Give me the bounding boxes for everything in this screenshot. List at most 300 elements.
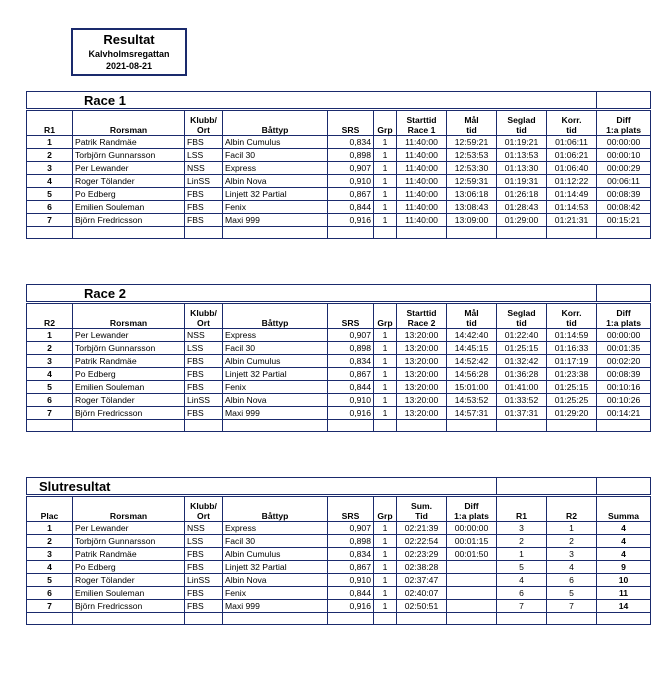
table-cell: 0,916	[328, 214, 374, 227]
empty-cell	[73, 420, 185, 432]
table-cell: 13:08:43	[447, 201, 497, 214]
table-cell: FBS	[185, 407, 223, 420]
table-cell: 0,907	[328, 162, 374, 175]
column-header: Rorsman	[73, 110, 185, 136]
table-row	[27, 381, 651, 394]
table-cell: FBS	[185, 587, 223, 600]
empty-row	[27, 613, 651, 625]
race2-header-row	[27, 303, 651, 329]
table-cell: 01:19:21	[497, 136, 547, 149]
table-cell: Express	[223, 162, 328, 175]
table-cell: 11:40:00	[397, 175, 447, 188]
table-cell: Linjett 32 Partial	[223, 188, 328, 201]
table-cell: 3	[497, 522, 547, 535]
table-cell: NSS	[185, 522, 223, 535]
table-cell: 00:08:42	[597, 201, 651, 214]
table-cell: 1	[374, 368, 397, 381]
table-cell: 4	[547, 561, 597, 574]
table-cell: 01:22:40	[497, 329, 547, 342]
column-header: Mål tid	[447, 303, 497, 329]
final-title-row	[27, 478, 651, 496]
table-cell: 02:23:29	[397, 548, 447, 561]
table-cell: 1	[547, 522, 597, 535]
table-cell: 2	[547, 535, 597, 548]
empty-cell	[447, 420, 497, 432]
table-cell: Facil 30	[223, 149, 328, 162]
table-cell: 4	[27, 561, 73, 574]
column-header: Diff 1:a plats	[597, 303, 651, 329]
table-cell: 7	[547, 600, 597, 613]
table-cell: 0,910	[328, 574, 374, 587]
table-cell: 01:33:52	[497, 394, 547, 407]
table-cell: 01:14:49	[547, 188, 597, 201]
final-title: Slutresultat	[39, 478, 111, 494]
table-cell: Albin Nova	[223, 574, 328, 587]
empty-cell	[447, 613, 497, 625]
table-cell: 7	[27, 600, 73, 613]
table-cell: 6	[27, 587, 73, 600]
table-cell: 12:59:31	[447, 175, 497, 188]
column-header: Summa	[597, 496, 651, 522]
empty-cell	[447, 227, 497, 239]
table-cell: 1	[27, 136, 73, 149]
table-cell: 0,898	[328, 149, 374, 162]
table-cell: Facil 30	[223, 342, 328, 355]
table-cell: Po Edberg	[73, 368, 185, 381]
table-cell: 02:22:54	[397, 535, 447, 548]
table-cell: Emilien Souleman	[73, 201, 185, 214]
table-cell: 13:06:18	[447, 188, 497, 201]
table-cell: 1	[374, 149, 397, 162]
empty-cell	[328, 227, 374, 239]
table-cell: LSS	[185, 149, 223, 162]
table-cell: 00:01:15	[447, 535, 497, 548]
race1-table	[26, 91, 651, 239]
table-cell: FBS	[185, 136, 223, 149]
column-header: Båttyp	[223, 110, 328, 136]
column-header: Korr. tid	[547, 110, 597, 136]
table-row	[27, 149, 651, 162]
table-cell: 0,844	[328, 201, 374, 214]
empty-cell	[597, 420, 651, 432]
table-cell: 01:21:31	[547, 214, 597, 227]
result-title-box	[71, 28, 187, 76]
table-row	[27, 136, 651, 149]
table-cell: NSS	[185, 162, 223, 175]
table-cell: 01:06:11	[547, 136, 597, 149]
result-title: Resultat	[103, 32, 155, 47]
table-cell: 1	[374, 522, 397, 535]
table-cell: 2	[27, 342, 73, 355]
table-cell	[447, 587, 497, 600]
empty-cell	[27, 613, 73, 625]
column-header: Seglad tid	[497, 110, 547, 136]
table-cell: 0,907	[328, 329, 374, 342]
empty-cell	[374, 420, 397, 432]
table-cell: Patrik Randmäe	[73, 355, 185, 368]
table-cell: Per Lewander	[73, 162, 185, 175]
table-cell: 14:52:42	[447, 355, 497, 368]
table-cell: 00:01:50	[447, 548, 497, 561]
table-cell: 7	[497, 600, 547, 613]
column-header: Plac	[27, 496, 73, 522]
table-cell: 1	[374, 548, 397, 561]
table-cell: LinSS	[185, 175, 223, 188]
table-cell: 00:00:00	[597, 136, 651, 149]
table-cell: 0,867	[328, 561, 374, 574]
table-cell: 01:25:25	[547, 394, 597, 407]
table-cell: 00:00:00	[447, 522, 497, 535]
table-row	[27, 394, 651, 407]
table-cell: Patrik Randmäe	[73, 548, 185, 561]
table-cell: 0,867	[328, 188, 374, 201]
column-header: Grp	[374, 496, 397, 522]
table-cell: 00:10:16	[597, 381, 651, 394]
table-cell: 1	[374, 355, 397, 368]
table-cell: 00:08:39	[597, 368, 651, 381]
empty-cell	[497, 420, 547, 432]
column-header: SRS	[328, 303, 374, 329]
table-cell: 01:06:40	[547, 162, 597, 175]
table-cell: 01:26:18	[497, 188, 547, 201]
table-cell: 01:06:21	[547, 149, 597, 162]
table-row	[27, 600, 651, 613]
table-cell: 02:38:28	[397, 561, 447, 574]
empty-cell	[73, 227, 185, 239]
table-cell: 3	[27, 162, 73, 175]
table-cell: 13:20:00	[397, 381, 447, 394]
table-cell: 2	[497, 535, 547, 548]
table-cell: LSS	[185, 342, 223, 355]
column-header: SRS	[328, 110, 374, 136]
table-cell: Björn Fredricsson	[73, 600, 185, 613]
table-cell: 5	[27, 188, 73, 201]
table-cell: 3	[27, 355, 73, 368]
table-cell: Albin Nova	[223, 175, 328, 188]
table-cell: 0,907	[328, 522, 374, 535]
table-cell: 01:37:31	[497, 407, 547, 420]
table-row	[27, 535, 651, 548]
table-cell: 1	[374, 329, 397, 342]
table-cell: 11:40:00	[397, 149, 447, 162]
table-cell: 01:13:30	[497, 162, 547, 175]
table-row	[27, 175, 651, 188]
regatta-date: 2021-08-21	[105, 61, 153, 71]
race1-section	[26, 91, 651, 239]
table-cell: Roger Tölander	[73, 175, 185, 188]
table-row	[27, 548, 651, 561]
table-cell: 13:20:00	[397, 342, 447, 355]
table-cell: 6	[27, 394, 73, 407]
table-cell: 01:19:31	[497, 175, 547, 188]
table-cell: 7	[27, 214, 73, 227]
table-cell: 5	[497, 561, 547, 574]
table-cell: 12:53:30	[447, 162, 497, 175]
final-table	[26, 477, 651, 625]
table-cell: Roger Tölander	[73, 574, 185, 587]
table-cell: 02:50:51	[397, 600, 447, 613]
table-cell: 01:23:38	[547, 368, 597, 381]
table-cell: 12:53:53	[447, 149, 497, 162]
table-row	[27, 574, 651, 587]
table-cell: Maxi 999	[223, 214, 328, 227]
table-cell: 01:29:00	[497, 214, 547, 227]
table-cell: 01:41:00	[497, 381, 547, 394]
title-spacer-cell	[497, 478, 597, 496]
table-cell: 0,844	[328, 587, 374, 600]
table-cell: 4	[27, 368, 73, 381]
race2-table	[26, 284, 651, 432]
table-cell: Emilien Souleman	[73, 381, 185, 394]
table-row	[27, 214, 651, 227]
table-cell: Linjett 32 Partial	[223, 368, 328, 381]
table-cell: 01:13:53	[497, 149, 547, 162]
empty-cell	[497, 613, 547, 625]
table-cell: 1	[374, 574, 397, 587]
table-cell: FBS	[185, 214, 223, 227]
table-cell: 1	[374, 394, 397, 407]
table-cell: 14:53:52	[447, 394, 497, 407]
column-header: Grp	[374, 110, 397, 136]
table-cell: 01:36:28	[497, 368, 547, 381]
empty-cell	[223, 420, 328, 432]
empty-cell	[547, 227, 597, 239]
table-cell: 14	[597, 600, 651, 613]
table-cell: 13:20:00	[397, 394, 447, 407]
empty-cell	[328, 420, 374, 432]
column-header: Sum. Tid	[397, 496, 447, 522]
table-cell: Fenix	[223, 587, 328, 600]
table-cell: LSS	[185, 535, 223, 548]
table-cell: 7	[27, 407, 73, 420]
table-cell: 14:57:31	[447, 407, 497, 420]
table-cell: Torbjörn Gunnarsson	[73, 342, 185, 355]
column-header: Klubb/ Ort	[185, 303, 223, 329]
table-cell: 2	[27, 535, 73, 548]
empty-cell	[185, 227, 223, 239]
table-cell: 11:40:00	[397, 201, 447, 214]
table-cell: LinSS	[185, 394, 223, 407]
column-header: Mål tid	[447, 110, 497, 136]
empty-cell	[185, 420, 223, 432]
column-header: Klubb/ Ort	[185, 496, 223, 522]
table-cell: Maxi 999	[223, 407, 328, 420]
empty-cell	[397, 227, 447, 239]
table-cell: FBS	[185, 201, 223, 214]
table-cell: 6	[27, 201, 73, 214]
table-cell: 00:06:11	[597, 175, 651, 188]
table-cell: 14:56:28	[447, 368, 497, 381]
table-cell: 6	[547, 574, 597, 587]
table-cell: Express	[223, 329, 328, 342]
table-cell: Po Edberg	[73, 188, 185, 201]
table-cell: Torbjörn Gunnarsson	[73, 149, 185, 162]
table-cell: 5	[27, 381, 73, 394]
empty-cell	[223, 227, 328, 239]
table-cell: FBS	[185, 600, 223, 613]
table-cell: Facil 30	[223, 535, 328, 548]
table-cell: 3	[547, 548, 597, 561]
column-header: Grp	[374, 303, 397, 329]
table-row	[27, 329, 651, 342]
table-cell: 1	[374, 407, 397, 420]
table-row	[27, 522, 651, 535]
race2-section	[26, 284, 651, 432]
table-cell: 01:25:15	[547, 381, 597, 394]
table-cell: 01:16:33	[547, 342, 597, 355]
table-cell: 0,898	[328, 342, 374, 355]
empty-cell	[547, 420, 597, 432]
table-cell	[447, 561, 497, 574]
table-cell: 0,844	[328, 381, 374, 394]
table-cell: NSS	[185, 329, 223, 342]
empty-cell	[397, 420, 447, 432]
table-cell: 01:32:42	[497, 355, 547, 368]
table-cell: 11:40:00	[397, 162, 447, 175]
table-cell: Po Edberg	[73, 561, 185, 574]
table-cell: 01:29:20	[547, 407, 597, 420]
column-header: Starttid Race 2	[397, 303, 447, 329]
empty-cell	[328, 613, 374, 625]
empty-cell	[597, 613, 651, 625]
empty-cell	[27, 227, 73, 239]
table-cell: 1	[374, 561, 397, 574]
table-cell: 4	[597, 535, 651, 548]
table-row	[27, 201, 651, 214]
table-cell: 1	[497, 548, 547, 561]
table-cell: 4	[497, 574, 547, 587]
table-cell	[447, 574, 497, 587]
column-header: Båttyp	[223, 496, 328, 522]
column-header: Seglad tid	[497, 303, 547, 329]
table-cell: Roger Tölander	[73, 394, 185, 407]
table-cell: 15:01:00	[447, 381, 497, 394]
final-header-row	[27, 496, 651, 522]
table-cell: 01:28:43	[497, 201, 547, 214]
table-cell: Linjett 32 Partial	[223, 561, 328, 574]
table-cell: 01:25:15	[497, 342, 547, 355]
table-row	[27, 587, 651, 600]
column-header: R1	[497, 496, 547, 522]
empty-cell	[397, 613, 447, 625]
table-cell: 4	[597, 548, 651, 561]
table-cell: 01:12:22	[547, 175, 597, 188]
table-cell: 0,834	[328, 355, 374, 368]
table-cell: Per Lewander	[73, 329, 185, 342]
table-cell: Maxi 999	[223, 600, 328, 613]
table-cell: 0,916	[328, 407, 374, 420]
table-cell: 13:20:00	[397, 407, 447, 420]
table-cell: 13:20:00	[397, 368, 447, 381]
column-header: Båttyp	[223, 303, 328, 329]
column-header: SRS	[328, 496, 374, 522]
table-cell: LinSS	[185, 574, 223, 587]
table-cell: 0,910	[328, 175, 374, 188]
table-cell: Björn Fredricsson	[73, 214, 185, 227]
empty-cell	[374, 613, 397, 625]
table-cell: Albin Cumulus	[223, 136, 328, 149]
table-cell: FBS	[185, 368, 223, 381]
column-header: Starttid Race 1	[397, 110, 447, 136]
table-cell: 00:15:21	[597, 214, 651, 227]
race2-title-row	[27, 285, 651, 303]
empty-cell	[547, 613, 597, 625]
race1-header-row	[27, 110, 651, 136]
table-cell: 00:14:21	[597, 407, 651, 420]
column-header: R1	[27, 110, 73, 136]
empty-cell	[185, 613, 223, 625]
table-cell: 1	[374, 201, 397, 214]
table-cell: 1	[27, 522, 73, 535]
table-cell: Albin Cumulus	[223, 355, 328, 368]
table-cell: 1	[374, 214, 397, 227]
column-header: Diff 1:a plats	[447, 496, 497, 522]
column-header: R2	[27, 303, 73, 329]
table-cell: 1	[374, 381, 397, 394]
table-row	[27, 355, 651, 368]
table-cell: 1	[374, 587, 397, 600]
table-cell: 13:20:00	[397, 355, 447, 368]
table-cell: 02:37:47	[397, 574, 447, 587]
table-cell: 2	[27, 149, 73, 162]
table-cell: 01:14:53	[547, 201, 597, 214]
table-cell: 1	[374, 342, 397, 355]
table-cell: 0,910	[328, 394, 374, 407]
empty-cell	[497, 227, 547, 239]
column-header: Rorsman	[73, 303, 185, 329]
table-cell: 9	[597, 561, 651, 574]
table-cell: Torbjörn Gunnarsson	[73, 535, 185, 548]
table-cell: Björn Fredricsson	[73, 407, 185, 420]
empty-cell	[27, 420, 73, 432]
table-cell: 01:14:59	[547, 329, 597, 342]
table-cell: 4	[27, 175, 73, 188]
table-cell: Albin Cumulus	[223, 548, 328, 561]
empty-cell	[73, 613, 185, 625]
table-cell: FBS	[185, 355, 223, 368]
table-cell: 00:00:29	[597, 162, 651, 175]
table-cell: 11:40:00	[397, 214, 447, 227]
table-row	[27, 188, 651, 201]
table-cell: Express	[223, 522, 328, 535]
race1-title-row	[27, 92, 651, 110]
column-header: Korr. tid	[547, 303, 597, 329]
table-cell: 1	[374, 162, 397, 175]
regatta-name: Kalvholmsregattan	[88, 49, 170, 59]
table-cell: 4	[597, 522, 651, 535]
table-cell: 0,867	[328, 368, 374, 381]
table-cell: 0,834	[328, 136, 374, 149]
table-cell: 13:09:00	[447, 214, 497, 227]
table-cell: 00:10:26	[597, 394, 651, 407]
empty-cell	[597, 227, 651, 239]
empty-cell	[223, 613, 328, 625]
table-cell: 14:42:40	[447, 329, 497, 342]
table-cell: 11	[597, 587, 651, 600]
empty-row	[27, 227, 651, 239]
table-cell: 00:02:20	[597, 355, 651, 368]
table-cell: 00:08:39	[597, 188, 651, 201]
table-cell: 11:40:00	[397, 136, 447, 149]
table-cell: 00:00:00	[597, 329, 651, 342]
table-cell: FBS	[185, 561, 223, 574]
table-cell	[447, 600, 497, 613]
table-cell: 5	[27, 574, 73, 587]
table-cell: 0,916	[328, 600, 374, 613]
table-cell: 1	[374, 175, 397, 188]
race1-title: Race 1	[84, 92, 126, 108]
title-spacer-cell	[597, 92, 651, 110]
